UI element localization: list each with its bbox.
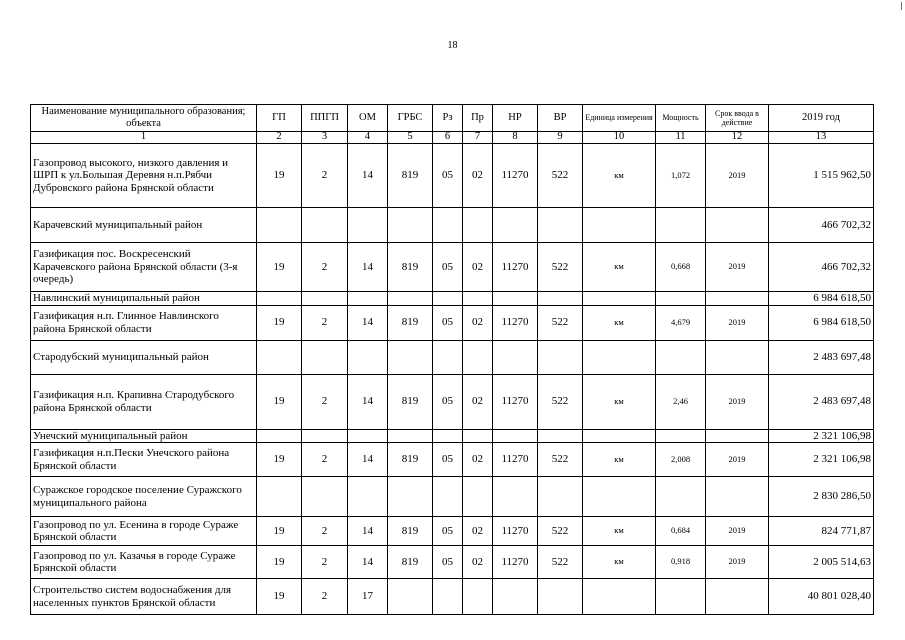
rz-cell <box>433 208 463 243</box>
amount-cell: 6 984 618,50 <box>769 305 874 340</box>
pr-cell: 02 <box>463 305 493 340</box>
column-number: 12 <box>706 132 769 144</box>
unit-cell: км <box>583 144 656 208</box>
object-name: Суражское городское поселение Суражского муниципального района <box>31 477 257 517</box>
commissioning-year-cell: 2019 <box>706 443 769 477</box>
header-capacity: Мощность <box>656 105 706 132</box>
capacity-cell <box>656 429 706 443</box>
ppgp-cell: 2 <box>302 374 348 429</box>
unit-cell: км <box>583 517 656 546</box>
amount-cell: 6 984 618,50 <box>769 292 874 306</box>
commissioning-year-cell: 2019 <box>706 243 769 292</box>
header-year-2019: 2019 год <box>769 105 874 132</box>
ppgp-cell: 2 <box>302 243 348 292</box>
column-number: 4 <box>348 132 388 144</box>
table-body <box>31 144 874 615</box>
nr-cell: 11270 <box>493 374 538 429</box>
om-cell: 14 <box>348 443 388 477</box>
vr-cell <box>538 292 583 306</box>
unit-cell <box>583 340 656 374</box>
header-pr: Пр <box>463 105 493 132</box>
amount-cell: 2 321 106,98 <box>769 443 874 477</box>
commissioning-year-cell: 2019 <box>706 546 769 579</box>
vr-cell: 522 <box>538 144 583 208</box>
table-row <box>31 443 874 477</box>
om-cell: 14 <box>348 305 388 340</box>
ppgp-cell: 2 <box>302 144 348 208</box>
ppgp-cell: 2 <box>302 579 348 615</box>
ppgp-cell <box>302 429 348 443</box>
header-vr: ВР <box>538 105 583 132</box>
unit-cell <box>583 208 656 243</box>
ppgp-cell: 2 <box>302 517 348 546</box>
column-number: 3 <box>302 132 348 144</box>
om-cell <box>348 429 388 443</box>
scan-edge-mark <box>901 2 902 10</box>
nr-cell: 11270 <box>493 546 538 579</box>
pr-cell: 02 <box>463 144 493 208</box>
amount-cell: 2 005 514,63 <box>769 546 874 579</box>
pr-cell <box>463 292 493 306</box>
unit-cell: км <box>583 243 656 292</box>
header-grbs: ГРБС <box>388 105 433 132</box>
om-cell: 14 <box>348 243 388 292</box>
unit-cell: км <box>583 546 656 579</box>
object-name: Газопровод по ул. Есенина в городе Сураже Брянской области <box>31 517 257 546</box>
vr-cell: 522 <box>538 517 583 546</box>
pr-cell <box>463 340 493 374</box>
page-number: 18 <box>447 40 458 51</box>
commissioning-year-cell: 2019 <box>706 305 769 340</box>
vr-cell <box>538 429 583 443</box>
object-name: Стародубский муниципальный район <box>31 340 257 374</box>
grbs-cell: 819 <box>388 305 433 340</box>
vr-cell <box>538 208 583 243</box>
om-cell <box>348 208 388 243</box>
amount-cell: 466 702,32 <box>769 243 874 292</box>
column-number: 11 <box>656 132 706 144</box>
object-name: Строительство систем водоснабжения для населенных пунктов Брянской области <box>31 579 257 615</box>
vr-cell: 522 <box>538 374 583 429</box>
rz-cell <box>433 579 463 615</box>
capacity-cell <box>656 477 706 517</box>
grbs-cell <box>388 340 433 374</box>
ppgp-cell <box>302 340 348 374</box>
capacity-cell: 0,668 <box>656 243 706 292</box>
header-nr: НР <box>493 105 538 132</box>
column-number: 1 <box>31 132 257 144</box>
table-row <box>31 292 874 306</box>
pr-cell: 02 <box>463 546 493 579</box>
vr-cell <box>538 477 583 517</box>
commissioning-year-cell <box>706 292 769 306</box>
column-number-row <box>31 132 874 144</box>
rz-cell <box>433 292 463 306</box>
object-name: Газификация н.п.Пески Унечского района Брянской области <box>31 443 257 477</box>
object-name: Газопровод по ул. Казачья в городе Сураже Брянской области <box>31 546 257 579</box>
nr-cell <box>493 579 538 615</box>
grbs-cell <box>388 429 433 443</box>
amount-cell: 2 830 286,50 <box>769 477 874 517</box>
unit-cell: км <box>583 443 656 477</box>
om-cell <box>348 340 388 374</box>
capacity-cell <box>656 579 706 615</box>
column-number: 8 <box>493 132 538 144</box>
header-om: ОМ <box>348 105 388 132</box>
commissioning-year-cell <box>706 579 769 615</box>
capacity-cell: 4,679 <box>656 305 706 340</box>
om-cell: 14 <box>348 144 388 208</box>
gp-cell: 19 <box>257 305 302 340</box>
commissioning-year-cell: 2019 <box>706 374 769 429</box>
object-name: Карачевский муниципальный район <box>31 208 257 243</box>
vr-cell: 522 <box>538 305 583 340</box>
amount-cell: 2 321 106,98 <box>769 429 874 443</box>
ppgp-cell: 2 <box>302 305 348 340</box>
unit-cell: км <box>583 305 656 340</box>
object-name: Газификация н.п. Глинное Навлинского района Брянской области <box>31 305 257 340</box>
pr-cell <box>463 208 493 243</box>
grbs-cell: 819 <box>388 517 433 546</box>
gp-cell: 19 <box>257 443 302 477</box>
vr-cell: 522 <box>538 243 583 292</box>
table-row <box>31 340 874 374</box>
amount-cell: 2 483 697,48 <box>769 374 874 429</box>
capacity-cell: 0,918 <box>656 546 706 579</box>
grbs-cell <box>388 477 433 517</box>
capacity-cell <box>656 340 706 374</box>
ppgp-cell: 2 <box>302 443 348 477</box>
pr-cell: 02 <box>463 443 493 477</box>
header-row <box>31 105 874 132</box>
table-row <box>31 546 874 579</box>
budget-table <box>30 104 874 615</box>
column-number: 9 <box>538 132 583 144</box>
pr-cell <box>463 579 493 615</box>
grbs-cell <box>388 292 433 306</box>
gp-cell <box>257 429 302 443</box>
vr-cell <box>538 340 583 374</box>
grbs-cell <box>388 208 433 243</box>
om-cell: 14 <box>348 374 388 429</box>
unit-cell <box>583 477 656 517</box>
nr-cell <box>493 340 538 374</box>
commissioning-year-cell <box>706 208 769 243</box>
table-row <box>31 144 874 208</box>
object-name: Унечский муниципальный район <box>31 429 257 443</box>
commissioning-year-cell: 2019 <box>706 144 769 208</box>
nr-cell: 11270 <box>493 443 538 477</box>
rz-cell: 05 <box>433 546 463 579</box>
capacity-cell: 2,008 <box>656 443 706 477</box>
grbs-cell: 819 <box>388 374 433 429</box>
header-gp: ГП <box>257 105 302 132</box>
unit-cell <box>583 429 656 443</box>
unit-cell <box>583 579 656 615</box>
gp-cell: 19 <box>257 517 302 546</box>
object-name: Газификация пос. Воскресенский Карачевского района Брянской области (3-я очередь) <box>31 243 257 292</box>
table-row <box>31 243 874 292</box>
vr-cell: 522 <box>538 546 583 579</box>
om-cell: 14 <box>348 517 388 546</box>
pr-cell: 02 <box>463 517 493 546</box>
amount-cell: 824 771,87 <box>769 517 874 546</box>
gp-cell: 19 <box>257 374 302 429</box>
amount-cell: 40 801 028,40 <box>769 579 874 615</box>
gp-cell <box>257 340 302 374</box>
rz-cell: 05 <box>433 144 463 208</box>
ppgp-cell: 2 <box>302 546 348 579</box>
gp-cell <box>257 292 302 306</box>
column-number: 7 <box>463 132 493 144</box>
nr-cell: 11270 <box>493 305 538 340</box>
commissioning-year-cell <box>706 477 769 517</box>
gp-cell <box>257 477 302 517</box>
nr-cell <box>493 477 538 517</box>
pr-cell <box>463 477 493 517</box>
pr-cell: 02 <box>463 374 493 429</box>
grbs-cell <box>388 579 433 615</box>
gp-cell: 19 <box>257 546 302 579</box>
om-cell <box>348 292 388 306</box>
header-ppgp: ППГП <box>302 105 348 132</box>
table-row <box>31 517 874 546</box>
amount-cell: 2 483 697,48 <box>769 340 874 374</box>
column-number: 6 <box>433 132 463 144</box>
vr-cell <box>538 579 583 615</box>
nr-cell <box>493 429 538 443</box>
rz-cell: 05 <box>433 305 463 340</box>
nr-cell <box>493 292 538 306</box>
gp-cell: 19 <box>257 144 302 208</box>
rz-cell <box>433 340 463 374</box>
ppgp-cell <box>302 477 348 517</box>
nr-cell <box>493 208 538 243</box>
nr-cell: 11270 <box>493 517 538 546</box>
header-rz: Рз <box>433 105 463 132</box>
rz-cell: 05 <box>433 374 463 429</box>
vr-cell: 522 <box>538 443 583 477</box>
column-number: 2 <box>257 132 302 144</box>
table-row <box>31 429 874 443</box>
pr-cell <box>463 429 493 443</box>
capacity-cell: 0,684 <box>656 517 706 546</box>
header-commissioning: Срок ввода в действие <box>706 105 769 132</box>
header-unit: Единица измерения <box>583 105 656 132</box>
rz-cell: 05 <box>433 443 463 477</box>
grbs-cell: 819 <box>388 546 433 579</box>
object-name: Газификация н.п. Крапивна Стародубского района Брянской области <box>31 374 257 429</box>
grbs-cell: 819 <box>388 443 433 477</box>
pr-cell: 02 <box>463 243 493 292</box>
column-number: 5 <box>388 132 433 144</box>
nr-cell: 11270 <box>493 243 538 292</box>
table-row <box>31 477 874 517</box>
table-row <box>31 305 874 340</box>
object-name: Газопровод высокого, низкого давления и ШРП к ул.Большая Деревня н.п.Рябчи Дубровского района Брянской области <box>31 144 257 208</box>
gp-cell: 19 <box>257 243 302 292</box>
column-number: 10 <box>583 132 656 144</box>
nr-cell: 11270 <box>493 144 538 208</box>
rz-cell <box>433 477 463 517</box>
rz-cell: 05 <box>433 243 463 292</box>
capacity-cell: 2,46 <box>656 374 706 429</box>
grbs-cell: 819 <box>388 144 433 208</box>
commissioning-year-cell <box>706 340 769 374</box>
capacity-cell <box>656 292 706 306</box>
om-cell: 17 <box>348 579 388 615</box>
amount-cell: 1 515 962,50 <box>769 144 874 208</box>
commissioning-year-cell: 2019 <box>706 517 769 546</box>
object-name: Навлинский муниципальный район <box>31 292 257 306</box>
amount-cell: 466 702,32 <box>769 208 874 243</box>
unit-cell <box>583 292 656 306</box>
table-row <box>31 579 874 615</box>
grbs-cell: 819 <box>388 243 433 292</box>
gp-cell <box>257 208 302 243</box>
column-number: 13 <box>769 132 874 144</box>
table-row <box>31 208 874 243</box>
header-name: Наименование муниципального образования; объекта <box>31 105 257 132</box>
unit-cell: км <box>583 374 656 429</box>
gp-cell: 19 <box>257 579 302 615</box>
ppgp-cell <box>302 208 348 243</box>
rz-cell <box>433 429 463 443</box>
ppgp-cell <box>302 292 348 306</box>
capacity-cell <box>656 208 706 243</box>
om-cell: 14 <box>348 546 388 579</box>
rz-cell: 05 <box>433 517 463 546</box>
om-cell <box>348 477 388 517</box>
capacity-cell: 1,072 <box>656 144 706 208</box>
commissioning-year-cell <box>706 429 769 443</box>
table-row <box>31 374 874 429</box>
